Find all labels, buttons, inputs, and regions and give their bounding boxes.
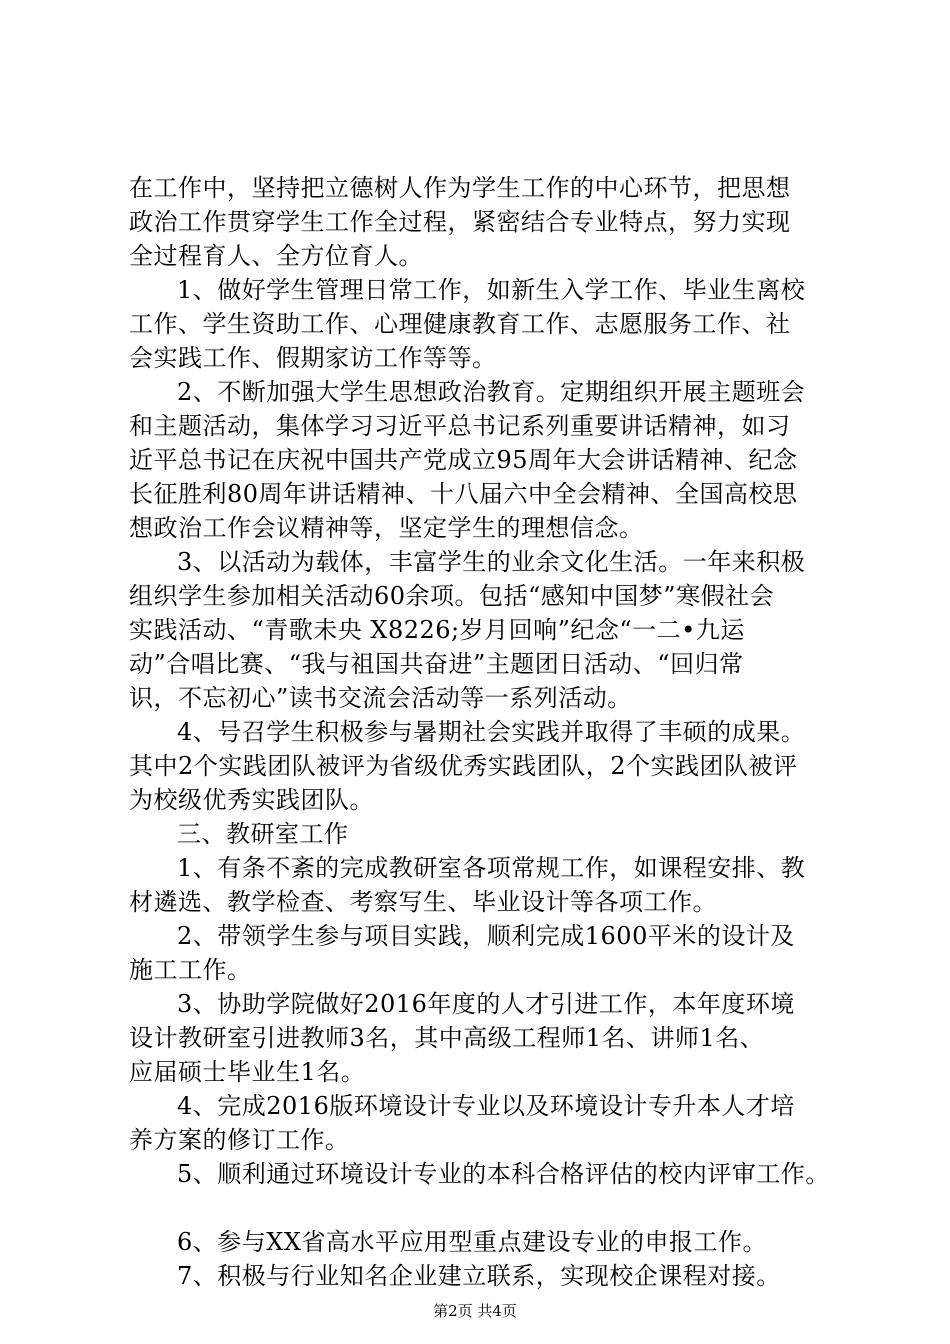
paragraph-start-line: 2、不断加强大学生思想政治教育。定期组织开展主题班会	[177, 378, 806, 406]
text-line: 长征胜利80周年讲话精神、十八届六中全会精神、全国高校思	[129, 480, 798, 508]
paragraph-start-line: 3、协助学院做好2016年度的人才引进工作，本年度环境	[177, 990, 795, 1018]
paragraph-start-line: 7、积极与行业知名企业建立联系，实现校企课程对接。	[177, 1262, 781, 1290]
paragraph-start-line: 6、参与XX省高水平应用型重点建设专业的申报工作。	[177, 1228, 767, 1256]
text-line: 想政治工作会议精神等，坚定学生的理想信念。	[129, 514, 644, 542]
paragraph-start-line: 4、完成2016版环境设计专业以及环境设计专升本人才培	[177, 1092, 795, 1120]
text-line: 其中2个实践团队被评为省级优秀实践团队，2个实践团队被评	[129, 752, 798, 780]
page-number-footer: 第2页 共4页	[433, 1302, 517, 1320]
text-line: 和主题活动，集体学习习近平总书记系列重要讲话精神，如习	[129, 412, 791, 440]
text-line: 工作、学生资助工作、心理健康教育工作、志愿服务工作、社	[129, 310, 791, 338]
paragraph-start-line: 5、顺利通过环境设计专业的本科合格评估的校内评审工作。	[177, 1160, 830, 1188]
text-line: 设计教研室引进教师3名，其中高级工程师1名、讲师1名、	[129, 1024, 765, 1052]
paragraph-start-line: 1、有条不紊的完成教研室各项常规工作，如课程安排、教	[177, 854, 806, 882]
paragraph-start-line: 3、以活动为载体，丰富学生的业余文化生活。一年来积极	[177, 548, 806, 576]
text-line: 材遴选、教学检查、考察写生、毕业设计等各项工作。	[129, 888, 717, 916]
text-line: 组织学生参加相关活动60余项。包括“感知中国梦”寒假社会	[129, 582, 775, 610]
text-line: 为校级优秀实践团队。	[129, 786, 374, 814]
text-line: 实践活动、“青歌未央 X8226;岁月回响”纪念“一二•九运	[129, 616, 745, 644]
text-line: 在工作中，坚持把立德树人作为学生工作的中心环节，把思想	[129, 174, 791, 202]
paragraph-start-line: 2、带领学生参与项目实践，顺利完成1600平米的设计及	[177, 922, 795, 950]
section-heading: 三、教研室工作	[177, 820, 349, 848]
text-line: 近平总书记在庆祝中国共产党成立95周年大会讲话精神、纪念	[129, 446, 798, 474]
text-line: 应届硕士毕业生1名。	[129, 1058, 366, 1086]
text-line: 政治工作贯穿学生工作全过程，紧密结合专业特点，努力实现	[129, 208, 791, 236]
text-line: 识，不忘初心”读书交流会活动等一系列活动。	[129, 684, 632, 712]
paragraph-start-line: 4、号召学生积极参与暑期社会实践并取得了丰硕的成果。	[177, 718, 806, 746]
text-line: 全过程育人、全方位育人。	[129, 242, 423, 270]
text-line: 动”合唱比赛、“我与祖国共奋进”主题团日活动、“回归常	[129, 650, 744, 678]
text-line: 养方案的修订工作。	[129, 1126, 350, 1154]
text-line: 施工工作。	[129, 956, 252, 984]
text-line: 会实践工作、假期家访工作等等。	[129, 344, 497, 372]
paragraph-start-line: 1、做好学生管理日常工作，如新生入学工作、毕业生离校	[177, 276, 806, 304]
